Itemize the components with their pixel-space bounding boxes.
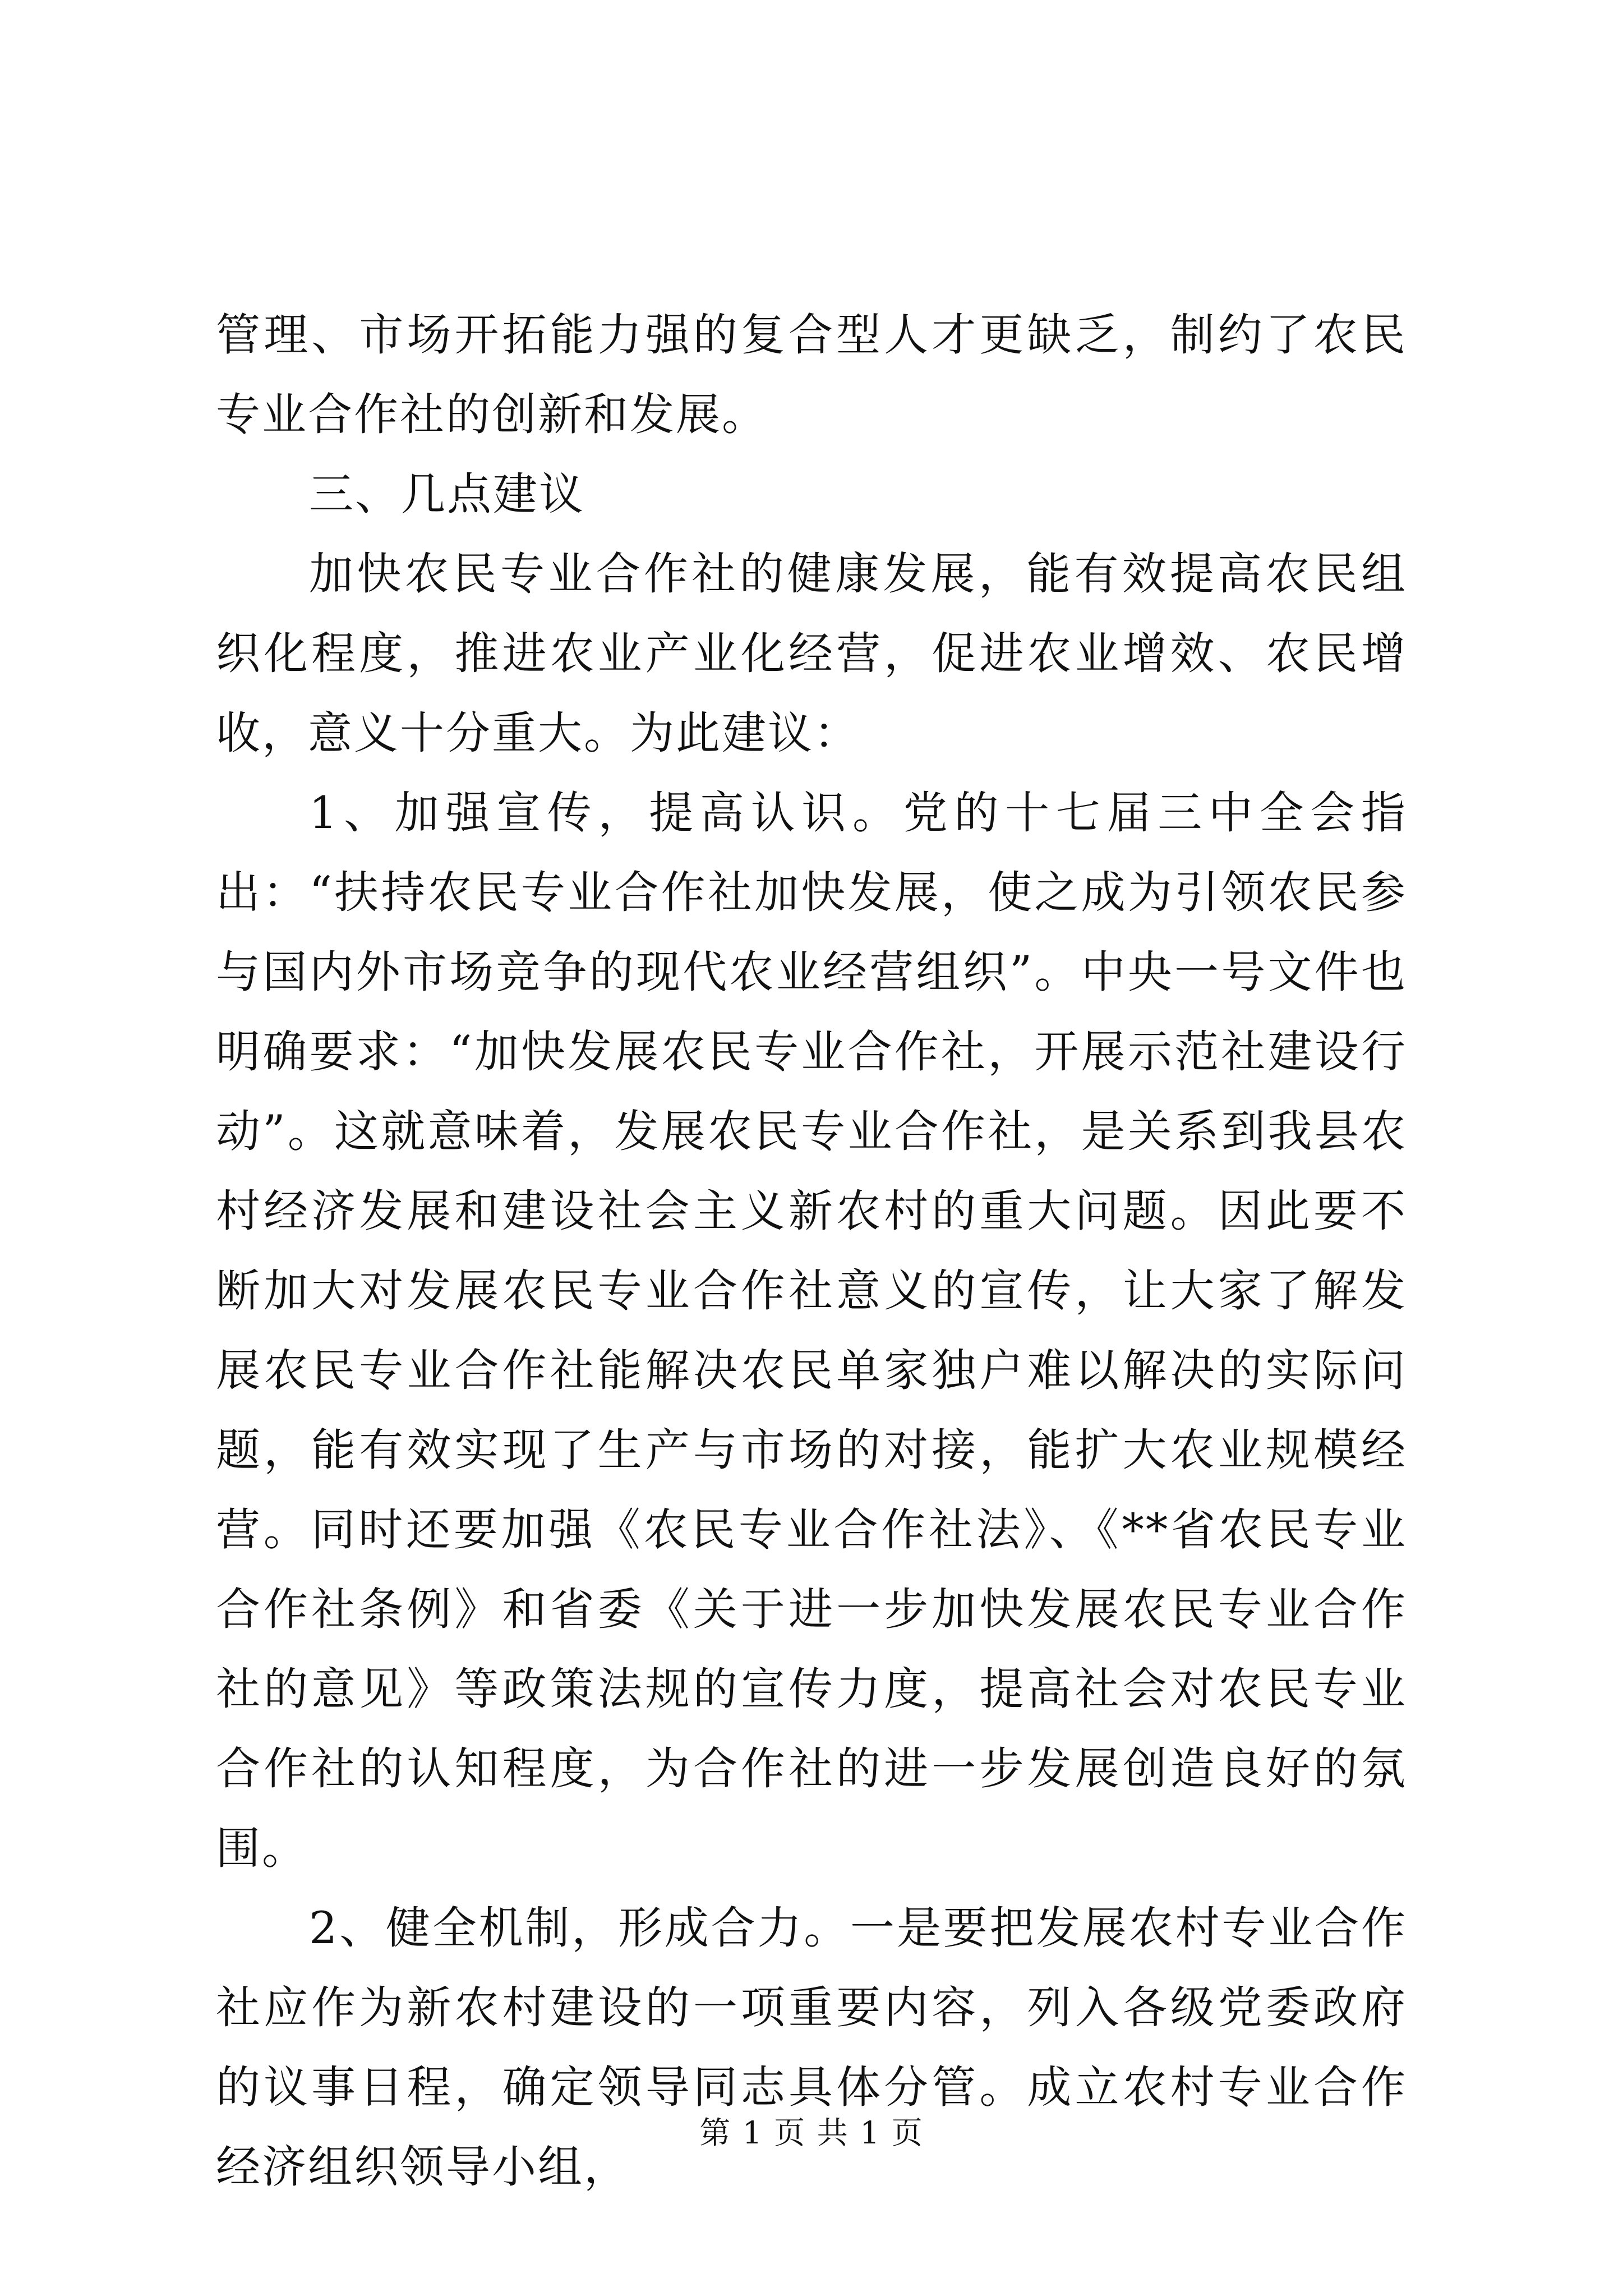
paragraph-suggestion-1: 1、加强宣传，提高认识。党的十七届三中全会指出：“扶持农民专业合作社加快发展，使之成为引领农民参与国内外市场竞争的现代农业经营组织”。中央一号文件也明确要求：“加快发展农民专业合作社，开展示范社建设行动”。这就意味着，发展农民专业合作社，是关系到我县农村经济发展和建设社会主义新农村的重大问题。因此要不断加大对发展农民专业合作社意义的宣传，让大家了解发展农民专业合作社能解决农民单家独户难以解决的实际问题，能有效实现了生产与市场的对接，能扩大农业规模经营。同时还要加强《农民专业合作社法》、《**省农民专业合作社条例》和省委《关于进一步加快发展农民专业合作社的意见》等政策法规的宣传力度，提高社会对农民专业合作社的认知程度，为合作社的进一步发展创造良好的氛围。 (216, 787, 1407, 1874)
paragraph-intro: 加快农民专业合作社的健康发展，能有效提高农民组织化程度，推进农业产业化经营，促进农业增效、农民增收，意义十分重大。为此建议： (216, 548, 1407, 759)
paragraph-continuation: 管理、市场开拓能力强的复合型人才更缺乏，制约了农民专业合作社的创新和发展。 (216, 309, 1407, 440)
document-body (216, 295, 1407, 2207)
paragraph-suggestion-2: 2、健全机制，形成合力。一是要把发展农村专业合作社应作为新农村建设的一项重要内容，列入各级党委政府的议事日程，确定领导同志具体分管。成立农村专业合作经济组织领导小组， (216, 1902, 1407, 2193)
page-footer: 第 1 页 共 1 页 (699, 2115, 924, 2151)
section-heading: 三、几点建议 (309, 468, 585, 520)
